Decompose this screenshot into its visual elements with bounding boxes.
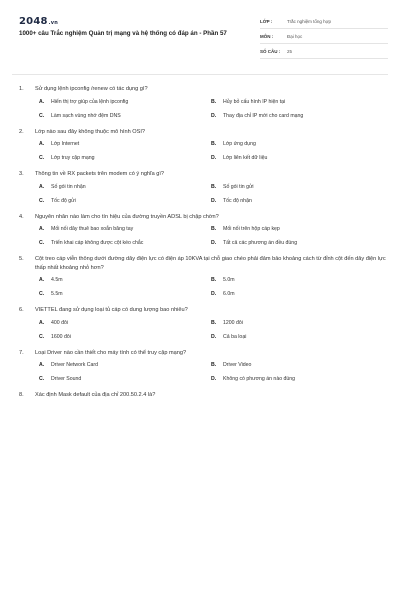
option-letter: C.	[39, 376, 45, 382]
question-text: Cột treo cáp viễn thông dưới đường dây điện lực có điện áp 10KVA tại chỗ giao chéo phải đảm bảo khoảng cách từ đỉnh cột đến dây điện lực thấp nhất khoảng nhỏ hơn?	[35, 256, 386, 271]
question-number: 1.	[19, 86, 24, 92]
answer-option[interactable]	[211, 362, 371, 369]
question-text-row	[19, 170, 388, 179]
question-number: 2.	[19, 128, 24, 135]
meta-row-count	[260, 44, 388, 59]
answer-option[interactable]	[211, 141, 371, 148]
answer-option[interactable]	[211, 240, 371, 247]
option-letter: B.	[211, 226, 217, 232]
answer-option[interactable]	[39, 141, 211, 148]
logo-main: 2048	[19, 16, 48, 27]
answer-options	[19, 184, 388, 205]
answer-option[interactable]	[39, 376, 211, 383]
option-letter: C.	[39, 112, 45, 119]
meta-value: Đại học	[287, 33, 303, 39]
option-text: Mối nối trên hộp cáp kẹp	[223, 226, 280, 232]
meta-value: Trắc nghiệm tổng hợp	[287, 18, 332, 24]
answer-options	[19, 99, 388, 120]
answer-option[interactable]	[211, 277, 371, 284]
meta-panel	[260, 14, 388, 62]
question-item	[19, 85, 388, 120]
answer-option[interactable]	[211, 113, 371, 120]
answer-option[interactable]	[211, 99, 371, 106]
option-text: Tốc độ nhận	[223, 197, 252, 204]
question-number: 4.	[19, 213, 24, 220]
option-text: 5.5m	[51, 291, 63, 297]
question-text-row	[19, 128, 388, 137]
option-text: Số gói tin nhận	[51, 183, 86, 190]
option-letter: B.	[211, 319, 217, 326]
option-letter: A.	[39, 141, 45, 147]
option-text: Không có phương án nào đúng	[223, 376, 296, 382]
option-text: Cả ba loại	[223, 333, 247, 340]
answer-option[interactable]	[211, 226, 371, 233]
answer-option[interactable]	[211, 198, 371, 205]
option-letter: D.	[211, 376, 217, 382]
answer-options	[19, 141, 388, 162]
option-text: 400 đôi	[51, 319, 69, 326]
option-text: Lớp ứng dụng	[223, 141, 256, 147]
option-letter: A.	[39, 319, 45, 326]
answer-option[interactable]	[39, 362, 211, 369]
answer-option[interactable]	[39, 291, 211, 298]
option-text: Lớp liên kết dữ liệu	[223, 155, 268, 161]
question-text-row	[19, 306, 388, 315]
option-text: Driver Video	[223, 362, 252, 368]
meta-row-subject	[260, 29, 388, 44]
answer-option[interactable]	[39, 277, 211, 284]
answer-option[interactable]	[39, 240, 211, 247]
worksheet-header	[19, 10, 388, 62]
question-text: Lớp nào sau đây không thuộc mô hình OSI?	[35, 128, 146, 135]
question-item	[19, 349, 388, 384]
question-text-row	[19, 391, 388, 400]
meta-value: 25	[287, 48, 293, 54]
question-text-row	[19, 255, 388, 272]
option-letter: D.	[211, 240, 217, 246]
option-letter: D.	[211, 112, 217, 119]
option-text: Triển khai cáp không được cột kéo chắc	[51, 240, 144, 246]
option-text: Tất cả các phương án đều đúng	[223, 240, 298, 246]
answer-option[interactable]	[39, 99, 211, 106]
question-item	[19, 170, 388, 205]
question-text: Nguyên nhân nào làm cho tín hiệu của đường truyền ADSL bị chập chờn?	[35, 213, 219, 220]
question-text: Loại Driver nào cần thiết cho máy tính có thể truy cập mạng?	[35, 349, 187, 356]
question-item	[19, 128, 388, 163]
question-text-row	[19, 85, 388, 94]
option-text: 1200 đôi	[223, 319, 243, 326]
answer-option[interactable]	[39, 198, 211, 205]
option-letter: D.	[211, 333, 217, 340]
option-letter: C.	[39, 155, 45, 161]
answer-option[interactable]	[39, 113, 211, 120]
option-letter: D.	[211, 197, 217, 204]
option-text: Lớp Internet	[51, 141, 80, 147]
question-item	[19, 213, 388, 248]
answer-option[interactable]	[39, 320, 211, 327]
answer-options	[19, 226, 388, 247]
option-letter: C.	[39, 333, 45, 340]
option-letter: A.	[39, 98, 45, 105]
answer-option[interactable]	[39, 155, 211, 162]
page-title: 1000+ câu Trắc nghiệm Quản trị mạng và hệ thống có đáp án - Phần 57	[19, 30, 227, 37]
option-letter: B.	[211, 362, 217, 368]
answer-option[interactable]	[39, 184, 211, 191]
option-letter: A.	[39, 277, 45, 283]
question-number: 5.	[19, 256, 24, 262]
question-list	[19, 75, 388, 400]
option-letter: D.	[211, 155, 217, 161]
option-text: Số gói tin gửi	[223, 183, 254, 190]
option-text: 4.5m	[51, 277, 63, 283]
answer-options	[19, 320, 388, 341]
answer-option[interactable]	[211, 291, 371, 298]
option-text: 6.0m	[223, 291, 235, 297]
option-letter: B.	[211, 141, 217, 147]
option-text: Thay địa chỉ IP mới cho card mạng	[223, 112, 304, 119]
answer-option[interactable]	[39, 226, 211, 233]
option-text: 1600 đôi	[51, 333, 71, 340]
answer-option[interactable]	[211, 320, 371, 327]
question-number: 6.	[19, 307, 24, 313]
option-letter: A.	[39, 226, 45, 232]
option-letter: C.	[39, 240, 45, 246]
question-number: 8.	[19, 392, 24, 398]
option-letter: B.	[211, 277, 217, 283]
question-item	[19, 306, 388, 341]
option-text: Lớp truy cập mạng	[51, 155, 95, 161]
option-letter: C.	[39, 291, 45, 297]
header-left	[19, 10, 254, 62]
question-text-row	[19, 213, 388, 222]
meta-key: SỐ CÂU :	[260, 48, 281, 54]
option-letter: B.	[211, 98, 217, 105]
answer-options	[19, 277, 388, 298]
meta-key: LỚP :	[260, 18, 273, 24]
option-text: Làm sạch vùng nhớ đệm DNS	[51, 112, 121, 119]
question-number: 3.	[19, 171, 24, 177]
option-letter: A.	[39, 183, 45, 190]
option-text: Hủy bỏ cấu hình IP hiện tại	[223, 98, 286, 105]
option-text: Tốc độ gửi	[51, 197, 76, 204]
question-item	[19, 255, 388, 298]
question-text: VIETTEL đang sử dụng loại tủ cáp có dung lượng bao nhiêu?	[35, 307, 188, 313]
option-text: Driver Network Card	[51, 362, 98, 368]
answer-option[interactable]	[39, 334, 211, 341]
meta-row-class	[260, 14, 388, 29]
site-logo[interactable]	[19, 16, 254, 27]
option-text: Mối nối dây thuê bao xoắn băng tay	[51, 226, 134, 232]
logo-suffix: .vn	[48, 20, 58, 26]
option-text: 5.0m	[223, 277, 235, 283]
question-text: Sử dụng lệnh ipconfig /renew có tác dụng gì?	[35, 86, 148, 92]
meta-key: MÔN :	[260, 33, 274, 39]
question-item	[19, 391, 388, 400]
answer-options	[19, 362, 388, 383]
option-letter: D.	[211, 291, 217, 297]
question-text-row	[19, 349, 388, 358]
answer-option[interactable]	[211, 155, 371, 162]
question-text: Xác định Mask default của địa chỉ 200.50.2.4 là?	[35, 392, 156, 398]
option-letter: C.	[39, 197, 45, 204]
option-text: Hiển thị trợ giúp của lệnh ipconfig	[51, 98, 129, 105]
option-letter: B.	[211, 183, 217, 190]
answer-option[interactable]	[211, 184, 371, 191]
option-letter: A.	[39, 362, 45, 368]
answer-option[interactable]	[211, 376, 371, 383]
answer-option[interactable]	[211, 334, 371, 341]
option-text: Driver Sound	[51, 376, 82, 382]
question-number: 7.	[19, 349, 24, 356]
question-text: Thông tin về RX packets trên modem có ý nghĩa gì?	[35, 171, 165, 177]
